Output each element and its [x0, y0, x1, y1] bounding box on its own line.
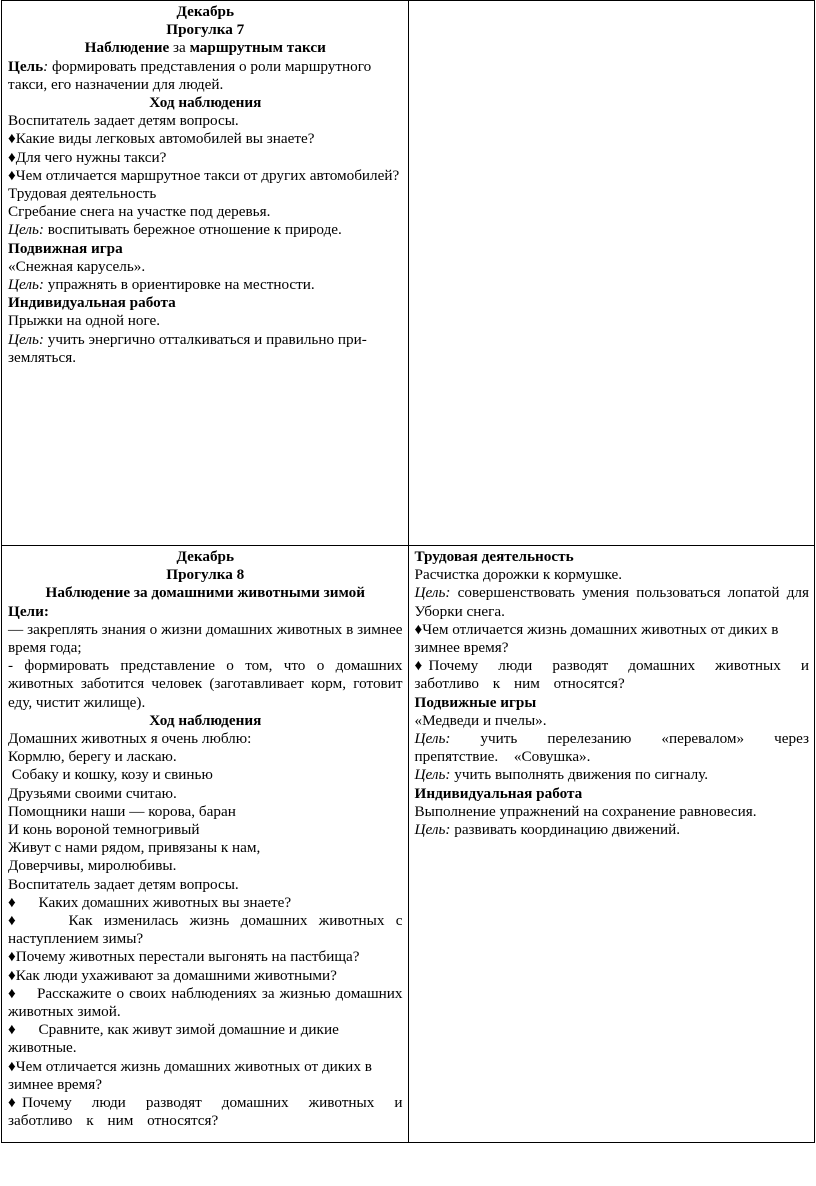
walk7-game-goal-label: Цель:: [8, 276, 44, 294]
diamond-icon: ♦: [8, 148, 16, 166]
walk8-question: ♦ Как изменилась жизнь домашних животных с наступлением зимы?: [8, 912, 407, 948]
walk8-month: Декабрь: [176, 548, 235, 565]
walk8-goals-label: Цели:: [8, 602, 49, 620]
walk8-question: ♦ Расскажите о своих наблюдениях за жизнью домашних животных зимой.: [8, 984, 407, 1021]
walk-plan-table: [1, 0, 815, 1143]
walk8-intro: Воспитатель задает детям вопросы.: [8, 875, 239, 893]
walk7-individual-heading: Индивидуальная работа: [8, 294, 176, 312]
walk8-question: ♦Почему животных перестали выгонять на пастбища?: [8, 948, 360, 966]
walk8-individual-text: Выполнение упражнений на сохранение равновесия.: [414, 802, 757, 820]
walk8-poem-line: И конь вороной темногривый: [8, 821, 200, 839]
walk7-labor-text: Сгребание снега на участке под деревья.: [8, 203, 271, 221]
walk7-individual-goal-label: Цель:: [8, 330, 44, 348]
walk7-month: Декабрь: [176, 3, 235, 20]
walk7-title: [8, 39, 403, 57]
walk8-question: ♦ Каких домашних животных вы знаете?: [8, 893, 292, 911]
walk8-poem-line: Собаку и кошку, козу и свинью: [8, 766, 213, 784]
walk8-games-goal2-label: Цель:: [414, 766, 451, 784]
walk8-labor-question: ♦Чем отличается жизнь домашних животных от диких в зимнее время?: [414, 620, 779, 657]
walk8-labor-text: Расчистка дорожки к кормушке.: [414, 566, 623, 584]
walk8-poem-line: Живут с нами рядом, привязаны к нам,: [8, 839, 261, 857]
walk7-individual-text: Прыжки на одной ноге.: [8, 312, 161, 330]
walk7-course-heading: Ход наблюдения: [149, 94, 262, 112]
walk8-question: ♦ Сравните, как живут зимой домашние и дикие животные.: [8, 1021, 343, 1057]
walk8-right-cell: [408, 546, 815, 1143]
walk8-poem-line: Друзьями своими считаю.: [8, 784, 177, 802]
walk7-question: ♦Для чего нужны такси?: [8, 148, 167, 166]
walk8-labor-heading: Трудовая деятельность: [414, 548, 574, 565]
walk7-title-plain: за: [169, 39, 190, 57]
walk7-walk-number: Прогулка 7: [166, 21, 245, 39]
walk7-goal-label: Цель: [8, 57, 44, 75]
walk7-question: ♦Какие виды легковых автомобилей вы знаете?: [8, 130, 315, 148]
walk8-games-goal2: Цель: учить выполнять движения по сигналу.: [414, 766, 709, 784]
walk8-goal-item: — закреплять знания о жизни домашних животных в зимнее время года;: [8, 620, 403, 657]
walk8-cell: [2, 546, 409, 1143]
walk8-row: [2, 546, 815, 1143]
walk8-games-heading: Подвижные игры: [414, 693, 537, 711]
walk8-walk-number: Прогулка 8: [166, 566, 245, 584]
walk8-course-heading: Ход наблюдения: [149, 711, 262, 729]
walk8-title: Наблюдение за домашними животными зимой: [45, 584, 365, 602]
walk8-poem-line: Кормлю, берегу и ласкаю.: [8, 748, 177, 766]
walk8-labor-question: ♦Почему люди разводят домашних животных и заботливо к ним относятся?: [414, 657, 809, 693]
walk8-question: ♦Почему люди разводят домашних животных и заботливо к ним относятся?: [8, 1094, 403, 1130]
walk7-cell: [2, 1, 409, 546]
walk8-poem-line: Помощники наши — корова, баран: [8, 802, 236, 820]
diamond-icon: ♦: [8, 130, 16, 148]
walk7-labor-goal: Цель: воспитывать бережное отношение к природе.: [8, 221, 342, 239]
walk8-games-goal1-label: Цель:: [414, 730, 451, 748]
walk7-labor-heading: Трудовая деятельность: [8, 185, 157, 203]
walk8-games-text: «Медведи и пчелы».: [414, 711, 547, 729]
walk8-individual-goal-label: Цель:: [414, 821, 451, 839]
walk7-individual-goal: Цель: учить энергично отталкиваться и правильно при-земляться.: [8, 330, 367, 366]
walk7-game-goal: Цель: упражнять в ориентировке на местности.: [8, 276, 315, 294]
walk7-intro: Воспитатель задает детям вопросы.: [8, 112, 239, 130]
walk8-goal-item: - формировать представление о том, что о домашних животных заботится человек (заготавливает корм, готовит еду, чистит жилище).: [8, 657, 403, 711]
walk7-goal: [8, 58, 403, 94]
walk7-game-heading: Подвижная игра: [8, 239, 123, 257]
walk7-labor-goal-label: Цель:: [8, 221, 44, 239]
diamond-icon: ♦: [8, 166, 16, 184]
walk7-game-text: «Снежная карусель».: [8, 257, 146, 275]
walk7-row: [2, 1, 815, 546]
walk8-question: ♦Как люди ухаживают за домашними животными?: [8, 966, 337, 984]
walk7-question: ♦Чем отличается маршрутное такси от других автомобилей?: [8, 166, 400, 184]
walk8-labor-goal-label: Цель:: [414, 584, 451, 602]
walk8-games-goal1: Цель: учить перелезанию «перевалом» через препятствие. «Совушка».: [414, 730, 809, 766]
walk8-individual-goal: Цель: развивать координацию движений.: [414, 821, 681, 839]
walk8-poem-line: Домашних животных я очень люблю:: [8, 730, 252, 748]
walk8-question: ♦Чем отличается жизнь домашних животных от диких в зимнее время?: [8, 1057, 372, 1093]
walk8-labor-goal: Цель: совершенствовать умения пользоваться лопатой для Уборки снега.: [414, 584, 809, 620]
walk7-title-bold1: Наблюдение: [84, 39, 170, 57]
walk7-goal-text: формировать представления о роли маршрутного такси, его назначении для людей.: [8, 57, 372, 93]
walk8-individual-heading: Индивидуальная работа: [414, 784, 583, 802]
walk7-empty-cell: [408, 1, 815, 546]
walk7-goal-colon: :: [43, 57, 49, 75]
walk7-questions: [8, 130, 403, 185]
walk8-poem-line: Доверчивы, миролюбивы.: [8, 857, 177, 875]
walk7-title-bold2: маршрутным такси: [189, 39, 326, 57]
